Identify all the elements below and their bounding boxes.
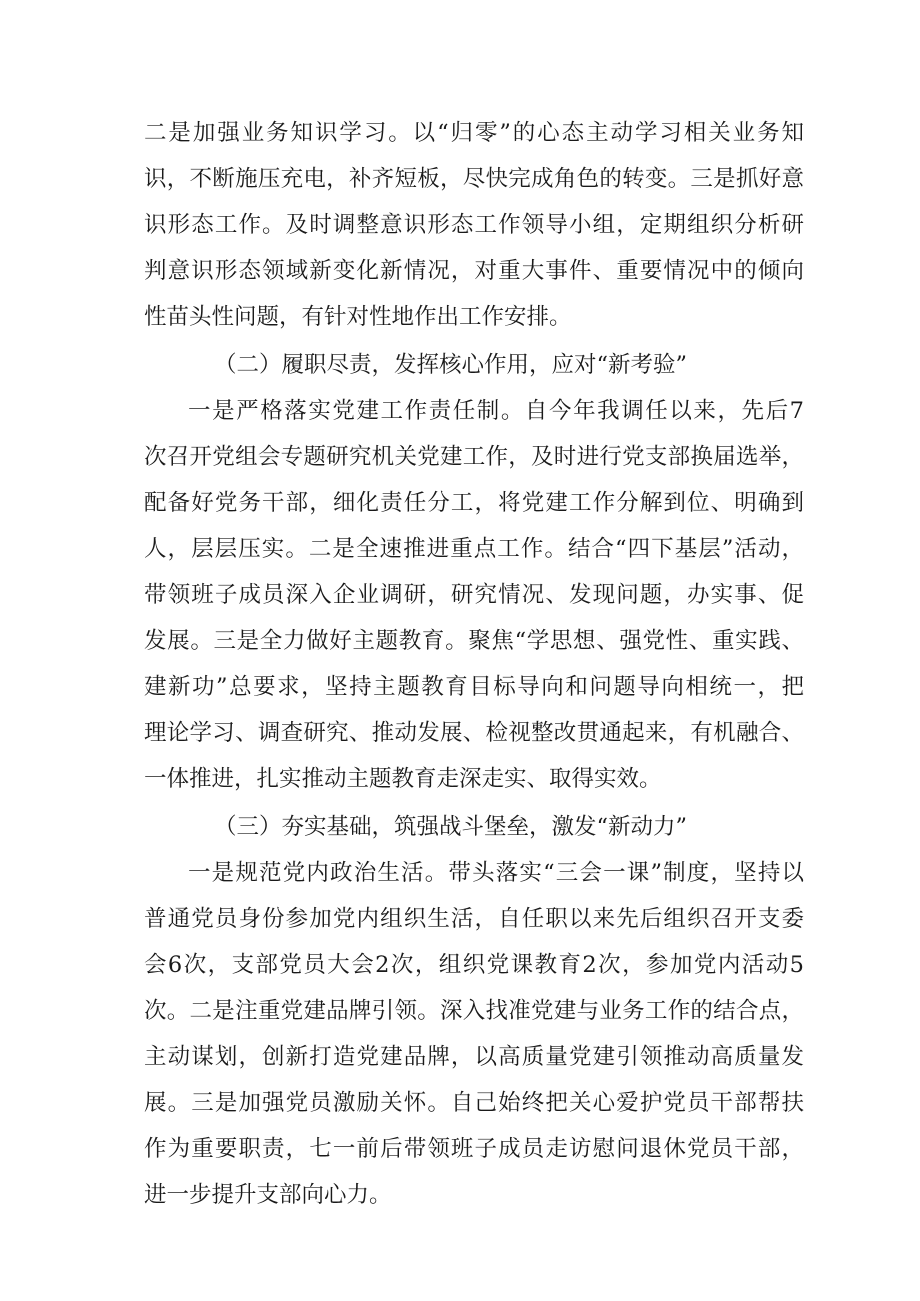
paragraph-line: 次召开党组会专题研究机关党建工作，及时进行党支部换届选举，: [144, 444, 804, 470]
paragraph-line: 普通党员身份参加党内组织生活，自任职以来先后组织召开支委: [144, 906, 804, 932]
paragraph-line: 性苗头性问题，有针对性地作出工作安排。: [144, 304, 572, 330]
paragraph-line: 会6次，支部党员大会2次，组织党课教育2次，参加党内活动5: [144, 952, 804, 978]
paragraph-line: 建新功”总要求，坚持主题教育目标导向和问题导向相统一，把: [144, 674, 804, 700]
paragraph-line: 识，不断施压充电，补齐短板，尽快完成角色的转变。三是抓好意: [144, 166, 804, 192]
paragraph-line: 发展。三是全力做好主题教育。聚焦“学思想、强党性、重实践、: [144, 628, 804, 654]
paragraph-line: 判意识形态领域新变化新情况，对重大事件、重要情况中的倾向: [144, 258, 804, 284]
paragraph-line: 一是严格落实党建工作责任制。自今年我调任以来，先后7: [188, 398, 804, 424]
paragraph-line: 展。三是加强党员激励关怀。自己始终把关心爱护党员干部帮扶: [144, 1090, 804, 1116]
paragraph-line: 带领班子成员深入企业调研，研究情况、发现问题，办实事、促: [144, 582, 804, 608]
paragraph-line: 配备好党务干部，细化责任分工，将党建工作分解到位、明确到: [144, 490, 804, 516]
section-heading: （三）夯实基础，筑强战斗堡垒，激发“新动力”: [214, 814, 688, 840]
paragraph-line: 作为重要职责，七一前后带领班子成员走访慰问退休党员干部，: [144, 1136, 804, 1162]
section-heading: （二）履职尽责，发挥核心作用，应对“新考验”: [214, 352, 688, 378]
paragraph-line: 一体推进，扎实推动主题教育走深走实、取得实效。: [144, 766, 662, 792]
paragraph-line: 次。二是注重党建品牌引领。深入找准党建与业务工作的结合点，: [144, 998, 804, 1024]
paragraph-line: 人，层层压实。二是全速推进重点工作。结合“四下基层”活动，: [144, 536, 804, 562]
paragraph-line: 二是加强业务知识学习。以“归零”的心态主动学习相关业务知: [144, 120, 804, 146]
paragraph-line: 识形态工作。及时调整意识形态工作领导小组，定期组织分析研: [144, 212, 804, 238]
paragraph-line: 进一步提升支部向心力。: [144, 1182, 392, 1208]
paragraph-line: 主动谋划，创新打造党建品牌，以高质量党建引领推动高质量发: [144, 1044, 804, 1070]
paragraph-line: 理论学习、调查研究、推动发展、检视整改贯通起来，有机融合、: [144, 720, 804, 746]
paragraph-line: 一是规范党内政治生活。带头落实“三会一课”制度，坚持以: [188, 860, 804, 886]
